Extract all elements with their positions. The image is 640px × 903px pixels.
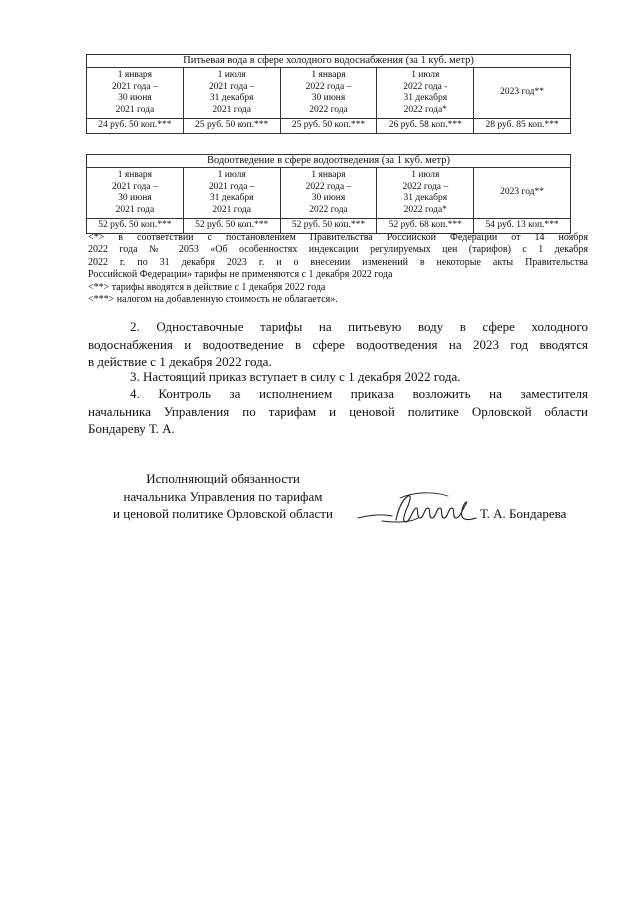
footnote-line: 2022 г. по 31 декабря 2023 г. и о внесении изменений в некоторые акты Правительства <box>88 256 588 268</box>
footnote-line: <***> налогом на добавленную стоимость не облагается». <box>88 294 338 306</box>
signatory-position: Исполняющий обязанности начальника Управления по тарифам и ценовой политике Орловской области <box>113 471 333 521</box>
tariff-value: 25 руб. 50 коп.*** <box>183 119 280 134</box>
period-header: 1 июля 2021 года – 31 декабря 2021 года <box>183 168 280 219</box>
tariff-value: 52 руб. 68 коп.*** <box>377 219 474 234</box>
table-title: Водоотведение в сфере водоотведения (за 1 куб. метр) <box>87 155 571 168</box>
period-header: 1 июля 2021 года – 31 декабря 2021 года <box>183 68 280 119</box>
tariff-value: 25 руб. 50 коп.*** <box>280 119 377 134</box>
footnote-line: <**> тарифы вводятся в действие с 1 декабря 2022 года <box>88 281 326 293</box>
period-header: 1 января 2022 года – 30 июня 2022 года <box>280 68 377 119</box>
footnote-line: 2022 года № 2053 «Об особенностях индексации регулируемых цен (тарифов) с 1 декабря <box>88 244 588 256</box>
period-header: 1 января 2021 года – 30 июня 2021 года <box>87 168 184 219</box>
tariff-value: 54 руб. 13 коп.*** <box>474 219 571 234</box>
tariff-table-wastewater <box>86 154 571 234</box>
period-header: 2023 год** <box>474 168 571 219</box>
footnotes <box>88 232 588 306</box>
period-header: 1 января 2021 года – 30 июня 2021 года <box>87 68 184 119</box>
footnote-line: <*> в соответствии с постановлением Правительства Российской Федерации от 14 ноября <box>88 232 588 243</box>
paragraph-3: 3. Настоящий приказ вступает в силу с 1 декабря 2022 года. <box>130 369 461 384</box>
tariff-value: 26 руб. 58 коп.*** <box>377 119 474 134</box>
period-header: 1 января 2022 года – 30 июня 2022 года <box>280 168 377 219</box>
handwritten-signature <box>352 488 487 532</box>
period-header: 1 июля 2022 года – 31 декабря 2022 года* <box>377 168 474 219</box>
table-title: Питьевая вода в сфере холодного водоснабжения (за 1 куб. метр) <box>87 55 571 68</box>
tariff-table-drinking-water <box>86 54 571 134</box>
paragraph-4: 4. Контроль за исполнением приказа возложить на заместителя начальника Управления по тарифам и ценовой политике Орловской области Бондареву Т. А. <box>88 386 588 436</box>
signatory-name: Т. А. Бондарева <box>480 506 567 521</box>
period-header: 2023 год** <box>474 68 571 119</box>
tariff-value: 24 руб. 50 коп.*** <box>87 119 184 134</box>
period-header: 1 июля 2022 года - 31 декабря 2022 года* <box>377 68 474 119</box>
tariff-value: 28 руб. 85 коп.*** <box>474 119 571 134</box>
tariff-value: 52 руб. 50 коп.*** <box>280 219 377 234</box>
tariff-value: 52 руб. 50 коп.*** <box>87 219 184 234</box>
footnote-line: Российской Федерации» тарифы не применяются с 1 декабря 2022 года <box>88 269 393 281</box>
paragraph-2: 2. Одноставочные тарифы на питьевую воду в сфере холодного водоснабжения и водоотведение в сфере водоотведения на 2023 год вводятся в действие с 1 декабря 2022 года. <box>88 319 588 369</box>
tariff-value: 52 руб. 50 коп.*** <box>183 219 280 234</box>
